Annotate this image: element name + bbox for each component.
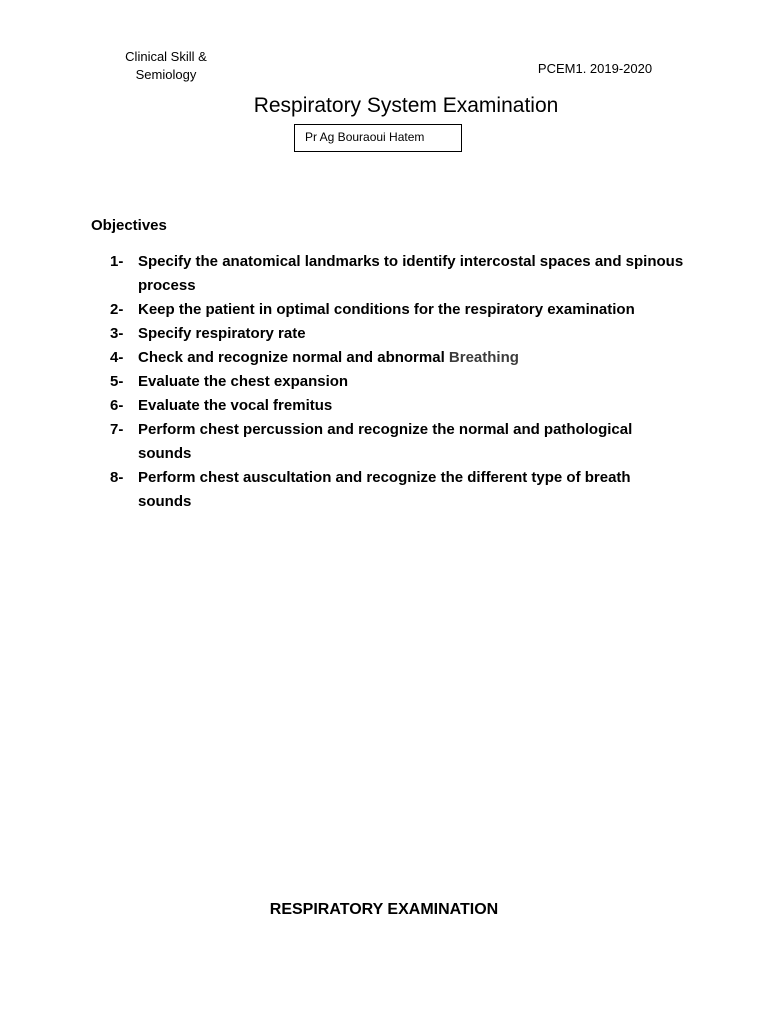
objective-text: Keep the patient in optimal conditions for the respiratory examination xyxy=(138,301,635,318)
objective-accent-word: Breathing xyxy=(448,349,519,366)
objective-number: 1- xyxy=(110,253,124,270)
objective-item xyxy=(110,322,685,346)
objective-text: Specify the anatomical landmarks to identify intercostal spaces and spinous process xyxy=(138,253,684,294)
academic-year-label: PCEM1. 2019-2020 xyxy=(537,61,653,76)
objective-item xyxy=(110,370,685,394)
objective-item xyxy=(110,394,685,418)
objective-text: Check and recognize normal and abnormal xyxy=(138,349,449,366)
objective-number: 6- xyxy=(110,397,124,414)
objective-item xyxy=(110,346,685,370)
objective-text: Perform chest percussion and recognize the normal and pathological sounds xyxy=(138,421,633,462)
objective-number: 3- xyxy=(110,325,124,342)
objective-text: Evaluate the chest expansion xyxy=(138,373,349,390)
objective-number: 4- xyxy=(110,349,124,366)
objectives-list xyxy=(110,250,685,514)
objective-text: Perform chest auscultation and recognize the different type of breath sounds xyxy=(138,469,631,510)
course-label xyxy=(96,48,236,84)
objective-number: 8- xyxy=(110,469,124,486)
objective-item xyxy=(110,298,685,322)
objective-number: 2- xyxy=(110,301,124,318)
objective-number: 5- xyxy=(110,373,124,390)
objective-number: 7- xyxy=(110,421,124,438)
section-heading: RESPIRATORY EXAMINATION xyxy=(269,901,499,918)
objective-text: Specify respiratory rate xyxy=(138,325,306,342)
course-label-line2: Semiology xyxy=(135,67,197,82)
objective-item xyxy=(110,466,685,514)
course-label-line1: Clinical Skill & xyxy=(125,49,207,64)
objective-text: Evaluate the vocal fremitus xyxy=(138,397,333,414)
objective-item xyxy=(110,250,685,298)
author-box: Pr Ag Bouraoui Hatem xyxy=(294,124,462,152)
document-title: Respiratory System Examination xyxy=(253,94,559,117)
objectives-heading: Objectives xyxy=(91,217,167,234)
objective-item xyxy=(110,418,685,466)
